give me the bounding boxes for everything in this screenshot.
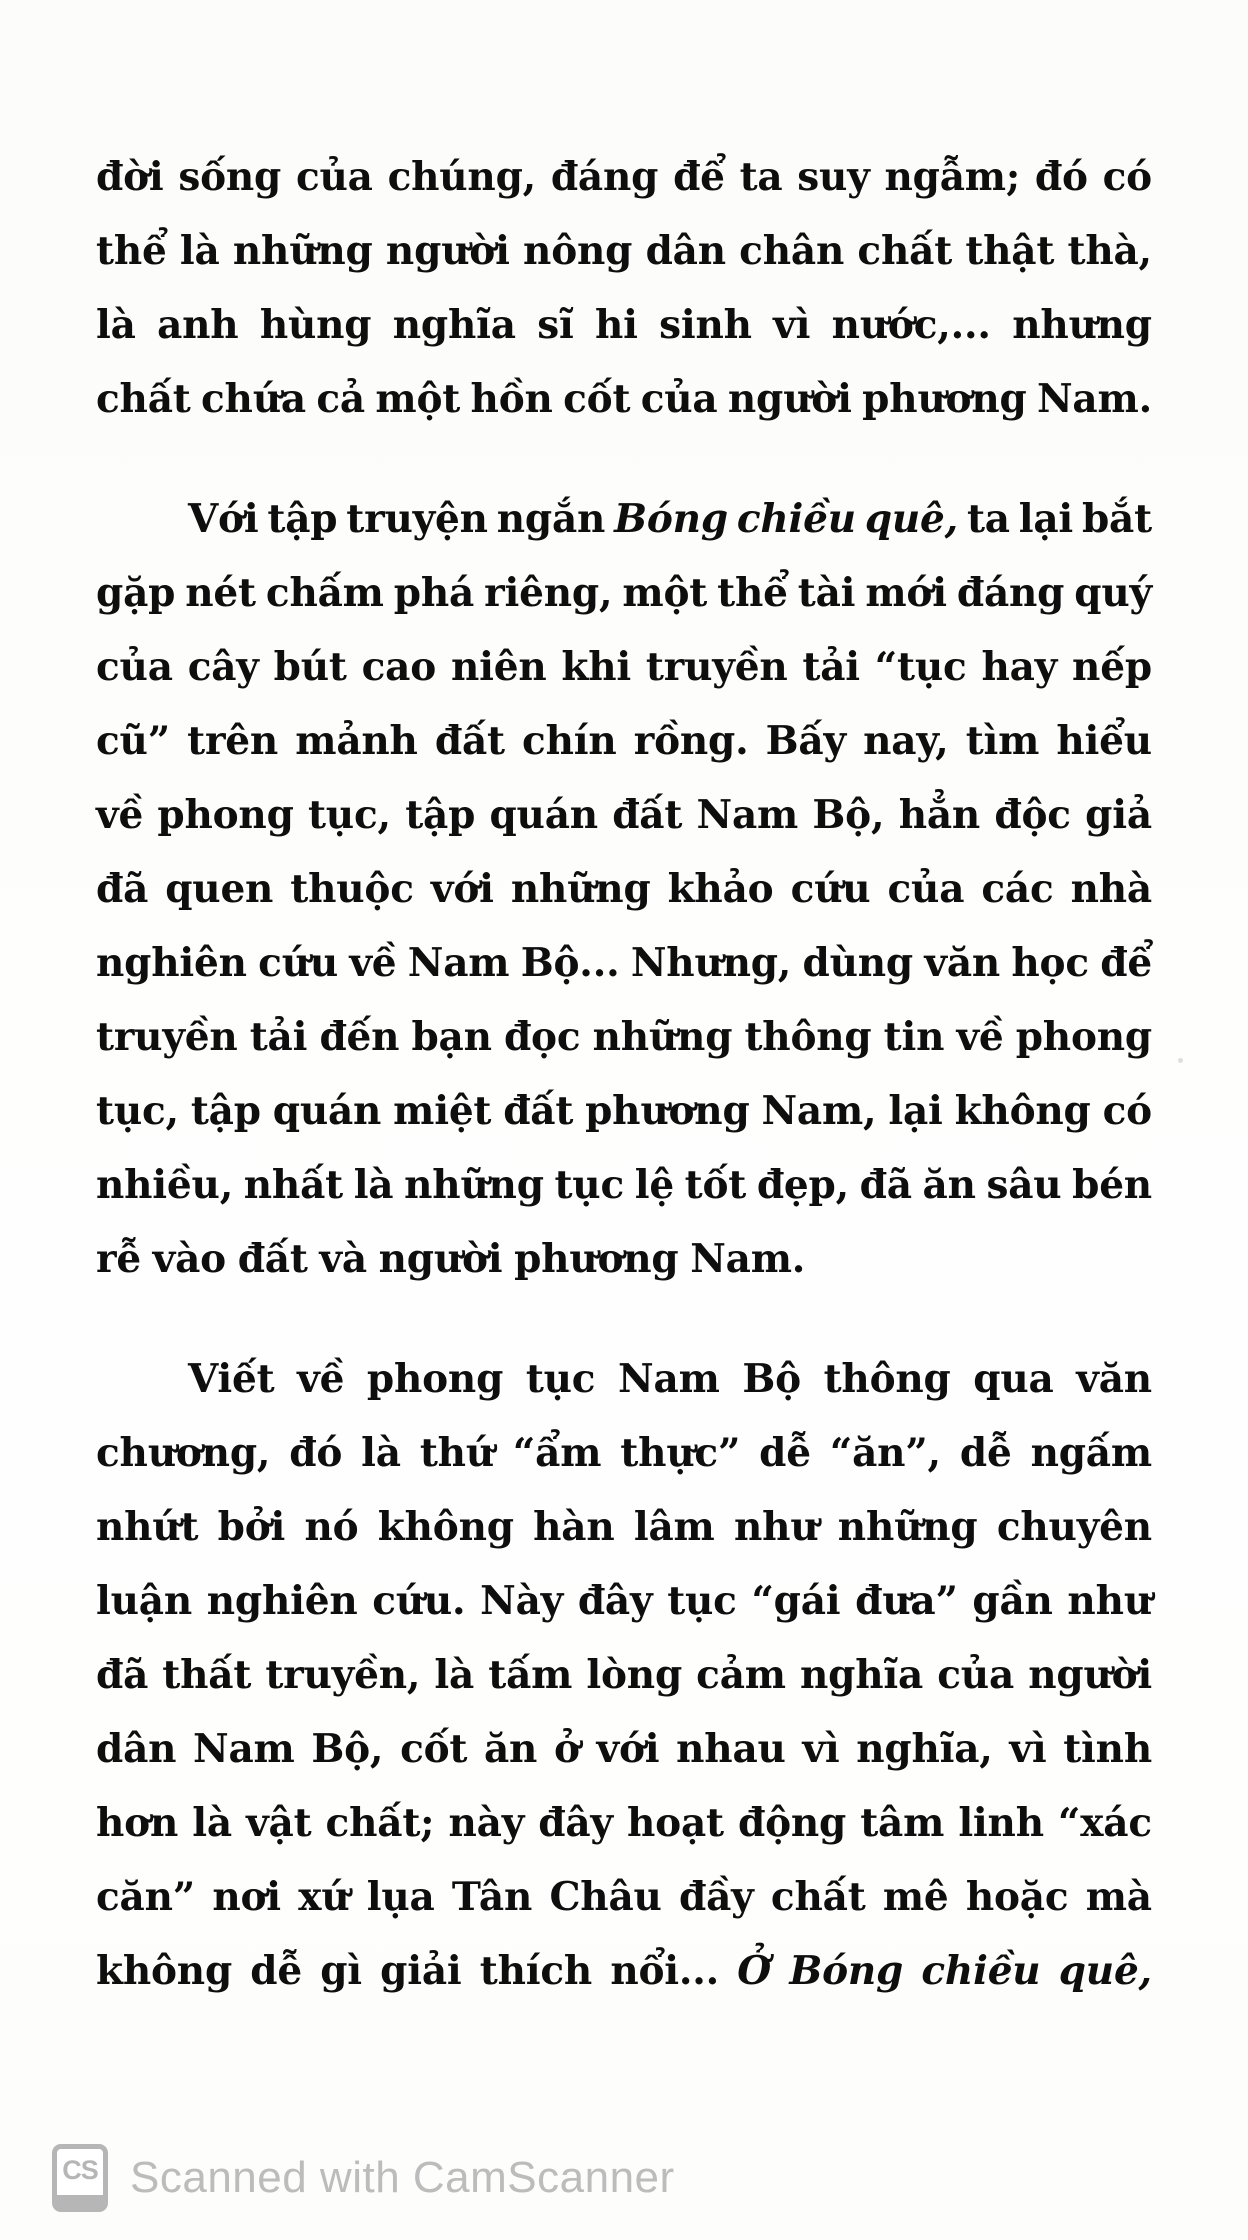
word: đất [503,1088,574,1134]
word: đến [319,1014,400,1060]
word: bén [1072,1162,1152,1208]
word: với [596,1726,660,1772]
text-line [96,1416,1152,1490]
text-line [96,1074,1152,1148]
word: phong [366,1356,504,1402]
word: ăn [922,1162,976,1208]
word: phong [157,792,294,838]
word: hơn [96,1800,179,1846]
paragraph [96,140,1152,436]
word: tải [249,1014,308,1060]
text-line [96,852,1152,926]
word: ngẫm; [884,154,1021,200]
word: là [192,1800,232,1846]
word: hay [981,644,1058,690]
word: về [956,1014,1004,1060]
word: sống [178,154,282,200]
word: riêng, [484,570,613,616]
word: tục, [307,792,391,838]
word: mê [882,1874,949,1920]
word: lòng [586,1652,683,1698]
text-line [96,1148,1152,1222]
word: phong [1015,1014,1152,1060]
word: hoặc [965,1874,1069,1920]
text-line [96,1222,1152,1296]
word: hùng [259,302,372,348]
word: lâm [633,1504,715,1550]
word: cứu. [372,1578,466,1624]
word: là [361,1430,401,1476]
word: bạn [411,1014,492,1060]
camscanner-icon [52,2144,108,2212]
word: văn [924,940,1001,986]
word: tốt [684,1162,747,1208]
text-line [96,1342,1152,1416]
word: của [640,376,718,422]
word: vì [773,302,811,348]
word: cốt [400,1726,468,1772]
word: thể [96,228,167,274]
word: chất [857,228,953,274]
word: Bộ, [812,792,885,838]
watermark-text: Scanned with CamScanner [130,2153,675,2202]
word: người [385,228,510,274]
word: bút [273,644,347,690]
word: để [1100,940,1152,986]
word: nhất [243,1162,343,1208]
word: thứ [419,1430,494,1476]
word: “ăn”, [829,1430,941,1476]
word: quán [489,792,598,838]
word: mới [865,570,947,616]
word: đưa” [855,1578,958,1624]
word: qua [973,1356,1054,1402]
word: có [1102,1088,1152,1134]
word: chiều [921,1948,1041,1994]
word: với [430,866,494,912]
word: tìm [965,718,1040,764]
word: rồng. [633,718,749,764]
word: xứ [298,1874,350,1920]
word: về [96,792,144,838]
word: không [96,1948,233,1994]
word: nước,... [831,302,991,348]
word: tài [797,570,856,616]
word: tục [554,1162,625,1208]
word: chân [739,228,845,274]
word: Nam [696,792,799,838]
word: truyền [645,644,788,690]
text-line [96,1638,1152,1712]
word: đất [434,718,505,764]
word: gì [320,1948,362,1994]
word: nhà [1070,866,1152,912]
text-line [96,1490,1152,1564]
text-block [96,140,1152,2054]
word: hồn [470,376,553,422]
word: sinh [659,302,752,348]
word: nay, [863,718,949,764]
word: dễ [959,1430,1012,1476]
word: gần [972,1578,1053,1624]
word: của [295,154,373,200]
word: giả [1085,792,1152,838]
word: nông [523,228,633,274]
word: “gái [751,1578,841,1624]
word: của [937,1652,1015,1698]
word: động [738,1800,847,1846]
word: đã [96,866,149,912]
word: dễ [759,1430,811,1476]
word: Bộ... [520,940,620,986]
word: cây [187,644,259,690]
text-line [96,214,1152,288]
word: nghĩa [392,302,516,348]
text-line [96,362,1152,436]
word: chất [96,376,191,422]
word: “tục [874,644,967,690]
word: khảo [667,866,774,912]
text-line [96,1712,1152,1786]
word: các [981,866,1054,912]
word: đất [237,1236,308,1282]
word: vào [152,1236,227,1282]
word: khi [561,644,632,690]
word: tình [1063,1726,1152,1772]
word: truyền, [265,1652,421,1698]
word: miệt [393,1088,492,1134]
word: nó [304,1504,359,1550]
word: Nam. [1036,376,1152,422]
word: Nhưng, [630,940,792,986]
word: đó [1034,154,1088,200]
text-line [96,704,1152,778]
word: Này [480,1578,564,1624]
word: tâm [860,1800,945,1846]
word: nhau [676,1726,786,1772]
word: đáng [550,154,659,200]
word: dùng [802,940,913,986]
word: nghiên [206,1578,358,1624]
paragraph [96,482,1152,1296]
word: tấm [488,1652,573,1698]
word: đẹp, [756,1162,849,1208]
word: tục, [96,1088,179,1134]
text-line [96,140,1152,214]
word: giải [380,1948,462,1994]
word: suy [797,154,870,200]
word: chiều [736,496,856,542]
word: bắt [1081,496,1152,542]
word: cả [316,376,365,422]
word: quê, [864,496,959,542]
word: và [319,1236,367,1282]
word: đáng [956,570,1065,616]
word: Viết [188,1356,275,1402]
word: truyện [346,496,488,542]
text-line [96,1786,1152,1860]
word: sĩ [537,302,574,348]
word: những [510,866,651,912]
camscanner-watermark [52,2144,675,2212]
word: thực” [620,1430,741,1476]
word: người [727,376,852,422]
word: thể [717,570,788,616]
word: chương, [96,1430,271,1476]
word: Tân [451,1874,533,1920]
word: đã [859,1162,912,1208]
word: vật [246,1800,312,1846]
word: ở [553,1726,580,1772]
word: gặp [96,570,176,616]
word: hoạt [627,1800,724,1846]
word: đây [577,1578,653,1624]
word: để [673,154,725,200]
word: có [1102,154,1152,200]
word: luận [96,1578,192,1624]
word: Nam [407,940,510,986]
camscanner-icon-label: CS [62,2155,98,2185]
word: phương [585,1088,750,1134]
text-line [96,482,1152,556]
word: lại [1018,496,1074,542]
word: cốt [563,376,631,422]
word: một [622,570,708,616]
word: nhưng [1012,302,1152,348]
word: tin [883,1014,945,1060]
text-line [96,1860,1152,1934]
word: Nam. [690,1236,806,1282]
word: tục [667,1578,737,1624]
word: Ở [737,1948,772,1994]
word: hẳn [898,792,981,838]
word: niên [450,644,547,690]
word: chín [522,718,617,764]
word: nghĩa [800,1652,924,1698]
word: lệ [634,1162,674,1208]
word: không [377,1504,514,1550]
word: nghiên [96,940,247,986]
word: của [96,644,173,690]
word: đó [289,1430,343,1476]
camscanner-icon-foot [56,2195,104,2208]
text-line [96,556,1152,630]
word: thông [823,1356,951,1402]
word: đây [538,1800,613,1846]
word: nổi... [610,1948,720,1994]
word: Nam, [761,1088,877,1134]
word: trên [187,718,279,764]
word: thất [162,1652,252,1698]
word: là [353,1162,394,1208]
word: đầy [679,1874,754,1920]
word: người [1028,1652,1152,1698]
word: rễ [96,1236,141,1282]
word: Bóng [789,1948,904,1994]
word: ăn [483,1726,538,1772]
word: đã [96,1652,149,1698]
word: tập [267,496,338,542]
word: cao [361,644,437,690]
word: truyền [96,1014,238,1060]
word: như [1067,1578,1152,1624]
word: mảnh [295,718,418,764]
word: chấm [265,570,384,616]
word: nhiều, [96,1162,234,1208]
word: quê, [1058,1948,1152,1994]
word: phương [514,1236,679,1282]
scan-speck [1178,1058,1183,1063]
word: như [733,1504,819,1550]
word: những [232,228,373,274]
word: nơi [212,1874,281,1920]
text-line [96,630,1152,704]
word: những [592,1014,733,1060]
word: thông [744,1014,872,1060]
word: chất; [325,1800,435,1846]
word: cứu [258,940,338,986]
word: tục [525,1356,596,1402]
word: về [349,940,397,986]
word: quán [272,1088,382,1134]
word: dân [645,228,726,274]
word: về [297,1356,345,1402]
word: tập [190,1088,261,1134]
word: là [434,1652,475,1698]
word: thích [479,1948,593,1994]
word: những [837,1504,978,1550]
word: Nam [193,1726,295,1772]
word: Bóng [614,496,728,542]
word: hiểu [1056,718,1152,764]
text-line [96,926,1152,1000]
word: của [887,866,965,912]
word: Châu [549,1874,662,1920]
word: này [448,1800,525,1846]
word: chúng, [387,154,537,200]
word: căn” [96,1874,196,1920]
word: “ẩm [512,1430,602,1476]
word: cứu [790,866,871,912]
word: dễ [250,1948,302,1994]
word: độc [994,792,1071,838]
word: học [1011,940,1089,986]
word: “xác [1057,1800,1152,1846]
word: Bộ, [311,1726,384,1772]
word: cảm [696,1652,786,1698]
word: hàn [533,1504,615,1550]
word: phương [862,376,1027,422]
text-line [96,1564,1152,1638]
word: thật [965,228,1055,274]
word: đất [612,792,683,838]
word: phá [393,570,475,616]
word: tập [405,792,476,838]
text-line [96,1000,1152,1074]
word: thuộc [290,866,414,912]
word: cũ” [96,718,170,764]
word: chuyên [996,1504,1152,1550]
word: người [378,1236,503,1282]
word: ta [739,154,783,200]
word: sâu [986,1162,1062,1208]
text-line [96,1934,1152,2008]
word: lụa [366,1874,435,1920]
word: ta [966,496,1010,542]
word: hi [594,302,638,348]
word: quý [1074,570,1152,616]
word: đời [96,154,164,200]
word: dân [96,1726,177,1772]
word: Bộ [742,1356,801,1402]
word: chất [770,1874,866,1920]
word: ngắn [496,496,606,542]
word: một [375,376,461,422]
text-line [96,288,1152,362]
word: lại [888,1088,943,1134]
word: vì [1009,1726,1047,1772]
word: là [96,302,136,348]
word: linh [958,1800,1044,1846]
word: quen [165,866,274,912]
word: tải [802,644,860,690]
word: không [954,1088,1091,1134]
word: anh [157,302,239,348]
word: là [179,228,220,274]
word: những [404,1162,544,1208]
word: Nam [618,1356,720,1402]
word: nghĩa, [856,1726,993,1772]
word: nếp [1072,644,1152,690]
word: ngấm [1030,1430,1152,1476]
word: nét [185,570,256,616]
word: thà, [1067,228,1152,274]
word: bởi [217,1504,286,1550]
word: đọc [503,1014,581,1060]
word: văn [1076,1356,1152,1402]
word: Với [188,496,259,542]
paragraph [96,1342,1152,2008]
word: mà [1085,1874,1152,1920]
word: chứa [201,376,306,422]
word: Bấy [765,718,846,764]
word: vì [802,1726,840,1772]
text-line [96,778,1152,852]
word: nhứt [96,1504,199,1550]
